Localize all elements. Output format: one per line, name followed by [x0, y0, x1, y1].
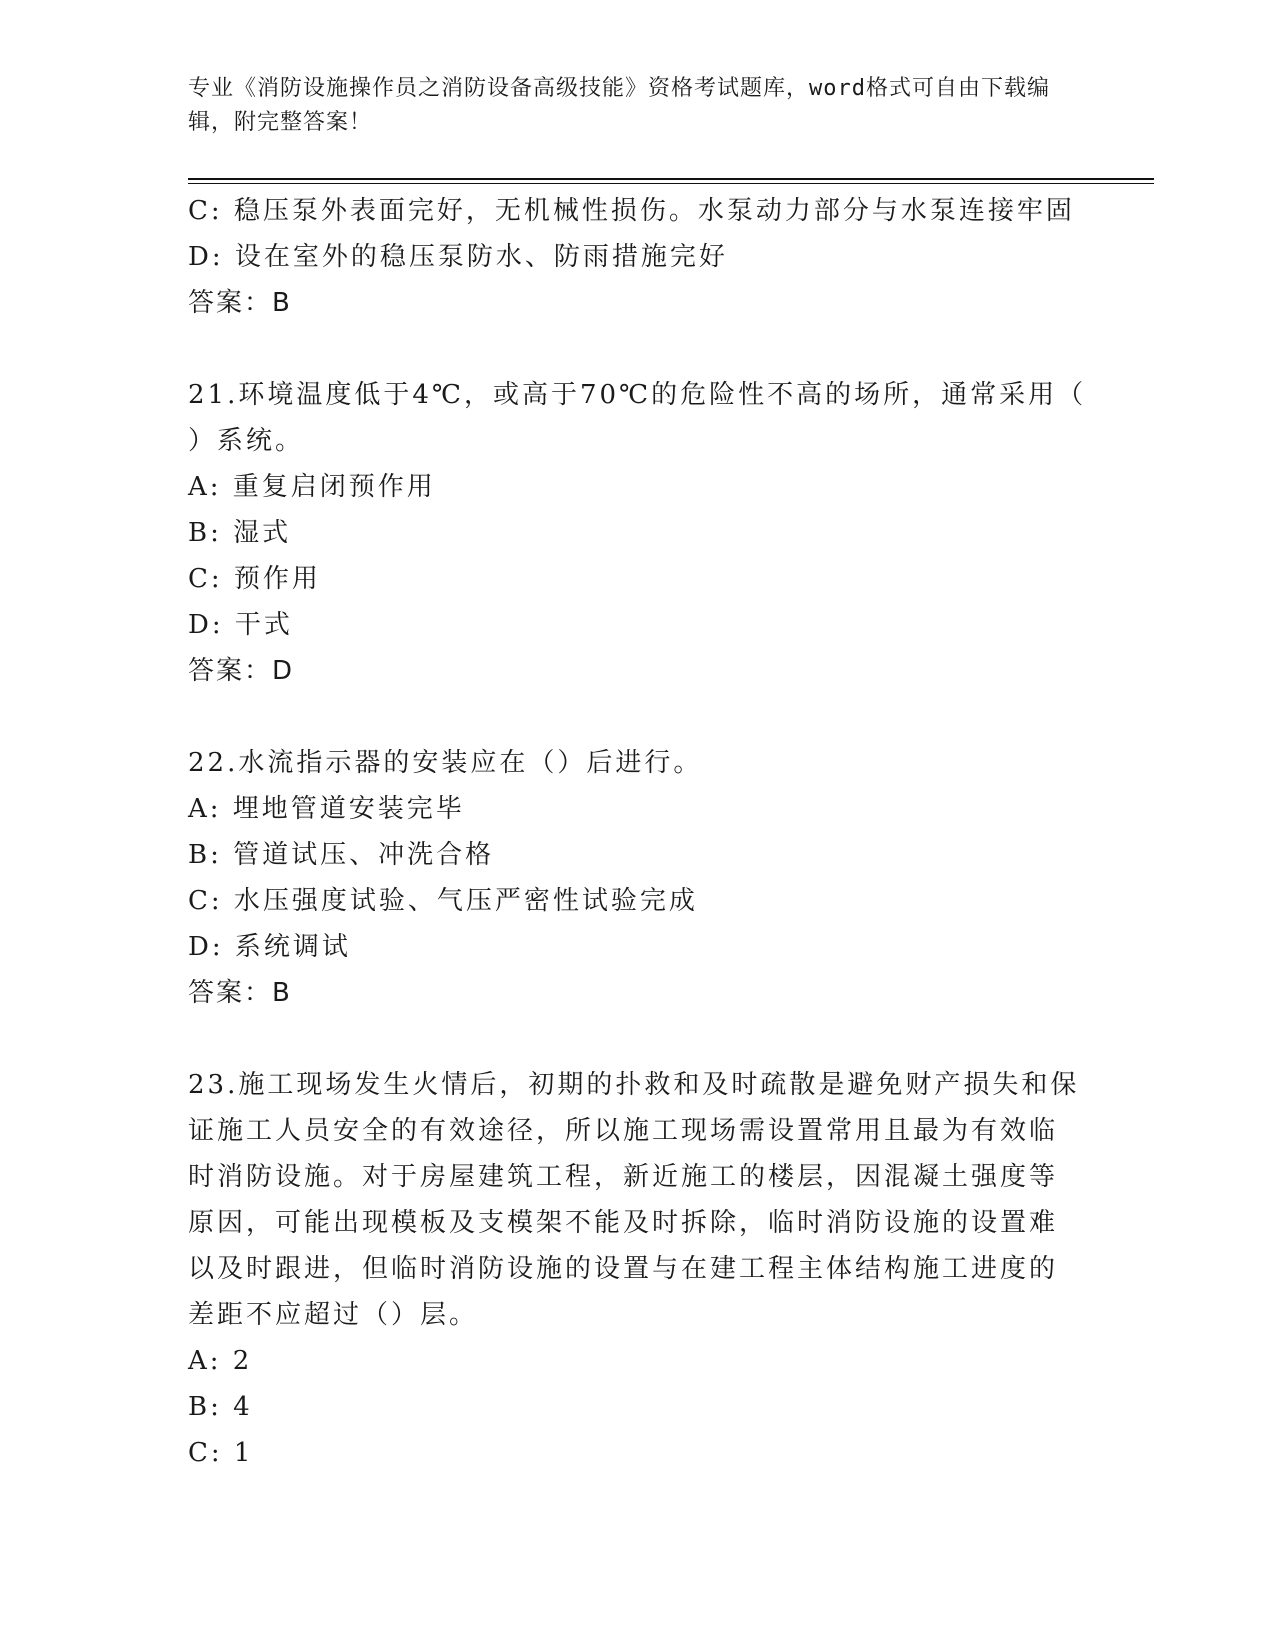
- option-a: A: 2: [188, 1346, 253, 1376]
- option-c: C: 预作用: [188, 564, 321, 594]
- header-divider-thick: [188, 178, 1154, 180]
- header-divider-thin: [188, 183, 1154, 184]
- question-text-line: 原因，可能出现模板及支模架不能及时拆除，临时消防设施的设置难: [188, 1208, 1059, 1238]
- question-text-line: ）系统。: [188, 426, 305, 456]
- question-text-line: 以及时跟进，但临时消防设施的设置与在建工程主体结构施工进度的: [188, 1254, 1059, 1284]
- option-c: C: 稳压泵外表面完好，无机械性损伤。水泵动力部分与水泵连接牢固: [188, 196, 1075, 226]
- spacer: [188, 1016, 1088, 1062]
- spacer: [188, 326, 1088, 372]
- question-20-tail: [188, 188, 1088, 326]
- option-b: B: 湿式: [188, 518, 292, 548]
- option-c: C: 1: [188, 1438, 254, 1468]
- question-22: [188, 740, 1088, 1016]
- option-d: D: 干式: [188, 610, 293, 640]
- question-text-line: 23.施工现场发生火情后，初期的扑救和及时疏散是避免财产损失和保: [188, 1070, 1080, 1100]
- answer-line: 答案：B: [188, 288, 292, 318]
- document-body: [188, 188, 1088, 1476]
- option-b: B: 4: [188, 1392, 253, 1422]
- option-a: A: 重复启闭预作用: [188, 472, 436, 502]
- answer-line: 答案：D: [188, 656, 295, 686]
- option-d: D: 设在室外的稳压泵防水、防雨措施完好: [188, 242, 728, 272]
- page-header: 专业《消防设施操作员之消防设备高级技能》资格考试题库，word格式可自由下载编辑，附完整答案！: [188, 76, 1050, 135]
- question-text-line: 证施工人员安全的有效途径，所以施工现场需设置常用且最为有效临: [188, 1116, 1059, 1146]
- question-text-line: 22.水流指示器的安装应在（）后进行。: [188, 748, 703, 778]
- answer-line: 答案：B: [188, 978, 292, 1008]
- option-d: D: 系统调试: [188, 932, 351, 962]
- question-text-line: 时消防设施。对于房屋建筑工程，新近施工的楼层，因混凝土强度等: [188, 1162, 1059, 1192]
- option-b: B: 管道试压、冲洗合格: [188, 840, 495, 870]
- question-23: [188, 1062, 1088, 1476]
- question-21: [188, 372, 1088, 694]
- question-text-line: 21.环境温度低于4℃，或高于70℃的危险性不高的场所，通常采用（: [188, 380, 1087, 410]
- option-c: C: 水压强度试验、气压严密性试验完成: [188, 886, 698, 916]
- spacer: [188, 694, 1088, 740]
- option-a: A: 埋地管道安装完毕: [188, 794, 465, 824]
- question-text-line: 差距不应超过（）层。: [188, 1300, 479, 1330]
